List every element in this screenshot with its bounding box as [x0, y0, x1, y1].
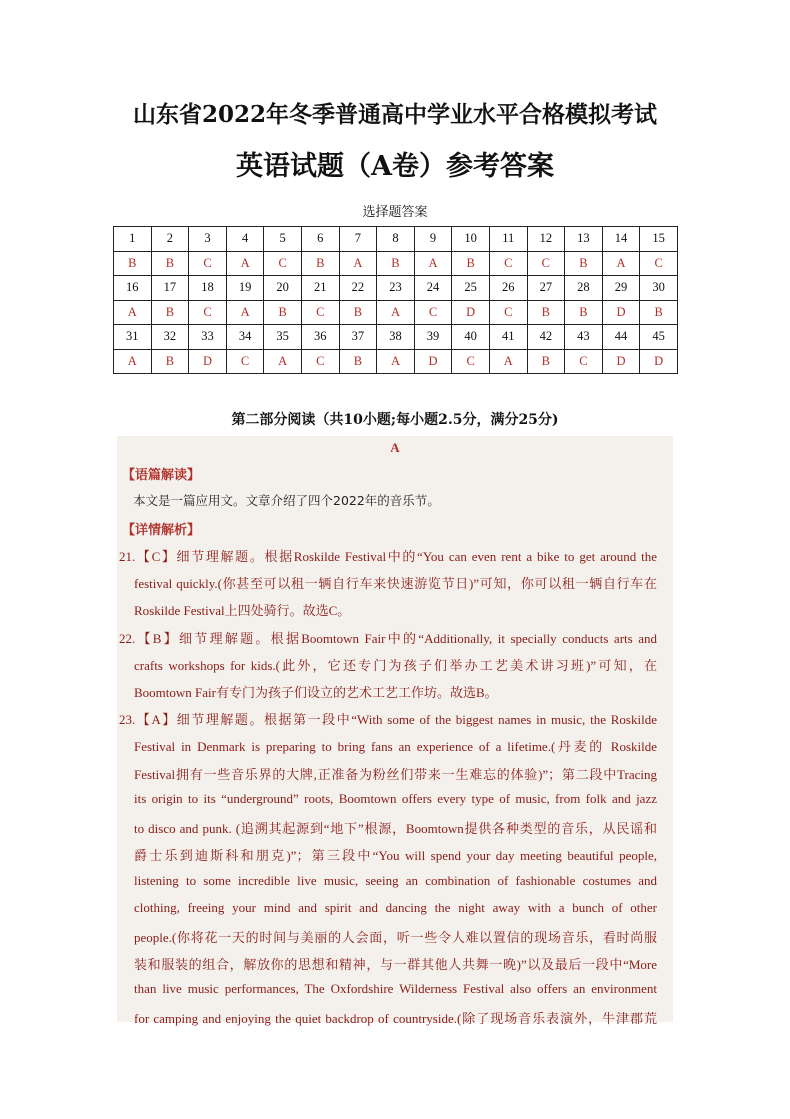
answer-cell: B — [527, 349, 565, 374]
section-title: 第二部分阅读（共10小题;每小题2.5分，满分25分) — [231, 412, 559, 428]
question-number-cell: 29 — [602, 276, 640, 301]
question-number-cell: 18 — [189, 276, 227, 301]
question-number-cell: 17 — [151, 276, 189, 301]
question-number-cell: 2 — [151, 227, 189, 252]
question-number-cell: 35 — [264, 325, 302, 350]
answer-cell: D — [452, 300, 490, 325]
question-number-cell: 1 — [114, 227, 152, 252]
question-number-cell: 31 — [114, 325, 152, 350]
question-number-cell: 6 — [301, 227, 339, 252]
explanation-line: than live music performances, The Oxfordshire Wilderness Festival also offers an environment — [134, 981, 657, 996]
answer-cell: B — [114, 251, 152, 276]
answer-cell: A — [489, 349, 527, 374]
answer-cell: C — [489, 300, 527, 325]
question-number-cell: 28 — [565, 276, 603, 301]
answer-cell: B — [339, 300, 377, 325]
question-number-cell: 34 — [226, 325, 264, 350]
answer-cell: C — [565, 349, 603, 374]
explanation-line: 装和服装的组合，解放你的思想和精神，与一群其他人共舞一晚)”以及最后一段中“More — [134, 957, 657, 972]
answer-cell: C — [301, 349, 339, 374]
question-number-cell: 19 — [226, 276, 264, 301]
question-number-cell: 3 — [189, 227, 227, 252]
explanation-item-start: 22.【B】细节理解题。根据Boomtown Fair中的“Additionally, it specially conducts arts and — [119, 631, 657, 646]
explanation-line: its origin to its “underground” roots, Boomtown offers every type of music, from folk and jazz — [134, 791, 657, 806]
answer-row — [114, 300, 678, 325]
answer-cell: C — [189, 251, 227, 276]
answer-cell: D — [602, 300, 640, 325]
answer-cell: B — [377, 251, 415, 276]
answer-cell: A — [602, 251, 640, 276]
question-number-cell: 11 — [489, 227, 527, 252]
exam-title: 山东省2022年冬季普通高中学业水平合格模拟考试 — [132, 101, 657, 128]
answer-cell: A — [264, 349, 302, 374]
answer-cell: B — [565, 251, 603, 276]
question-number-cell: 24 — [414, 276, 452, 301]
explanation-line: Festival in Denmark is preparing to bring fans an experience of a lifetime.(丹麦的 Roskilde — [134, 739, 657, 754]
question-number-cell: 5 — [264, 227, 302, 252]
table-caption: 选择题答案 — [362, 205, 428, 220]
question-number-cell: 38 — [377, 325, 415, 350]
explanation-line: for camping and enjoying the quiet backdrop of countryside.(除了现场音乐表演外，牛津郡荒 — [134, 1011, 657, 1026]
question-number-cell: 4 — [226, 227, 264, 252]
answer-cell: C — [527, 251, 565, 276]
answer-cell: A — [377, 349, 415, 374]
question-number-cell: 36 — [301, 325, 339, 350]
answer-cell: B — [527, 300, 565, 325]
answer-cell: C — [452, 349, 490, 374]
answer-cell: D — [640, 349, 678, 374]
summary-heading: 【语篇解读】 — [122, 468, 201, 483]
answer-cell: B — [151, 300, 189, 325]
explanation-line: clothing, freeing your mind and spirit and dancing the night away with a bunch of other — [134, 900, 657, 915]
question-number-cell: 20 — [264, 276, 302, 301]
question-number-cell: 42 — [527, 325, 565, 350]
answer-cell: A — [377, 300, 415, 325]
explanation-line: Boomtown Fair有专门为孩子们设立的艺术工艺工作坊。故选B。 — [134, 685, 498, 700]
question-number-row — [114, 325, 678, 350]
answer-cell: A — [114, 300, 152, 325]
summary-text: 本文是一篇应用文。文章介绍了四个2022年的音乐节。 — [133, 493, 440, 508]
answer-cell: B — [452, 251, 490, 276]
answer-cell: B — [301, 251, 339, 276]
answer-table — [113, 226, 678, 374]
answer-cell: D — [189, 349, 227, 374]
answer-key-title: 英语试题（A卷）参考答案 — [236, 151, 554, 182]
answer-cell: C — [414, 300, 452, 325]
answer-cell: A — [339, 251, 377, 276]
question-number-cell: 16 — [114, 276, 152, 301]
explanation-line: Festival拥有一些音乐界的大牌,正准备为粉丝们带来一生难忘的体验)”；第二段中Tracing — [134, 767, 657, 782]
question-number-cell: 8 — [377, 227, 415, 252]
explanation-line: 爵士乐到迪斯科和朋克)”；第三段中“You will spend your day meeting beautiful people, — [134, 848, 657, 863]
explanation-line: crafts workshops for kids.(此外，它还专门为孩子们举办工艺美术讲习班)”可知，在 — [134, 658, 657, 673]
question-number-cell: 13 — [565, 227, 603, 252]
answer-cell: C — [301, 300, 339, 325]
explanation-item-start: 23.【A】细节理解题。根据第一段中“With some of the biggest names in music, the Roskilde — [119, 712, 657, 727]
question-number-cell: 9 — [414, 227, 452, 252]
question-number-row — [114, 227, 678, 252]
question-number-cell: 25 — [452, 276, 490, 301]
question-number-cell: 39 — [414, 325, 452, 350]
answer-cell: A — [414, 251, 452, 276]
question-number-cell: 44 — [602, 325, 640, 350]
question-number-cell: 37 — [339, 325, 377, 350]
question-number-cell: 15 — [640, 227, 678, 252]
question-number-cell: 41 — [489, 325, 527, 350]
answer-cell: C — [489, 251, 527, 276]
explanation-line: listening to some incredible live music, seeing an combination of fashionable costumes and — [134, 873, 657, 888]
question-number-row — [114, 276, 678, 301]
answer-cell: B — [264, 300, 302, 325]
answer-cell: B — [151, 349, 189, 374]
question-number-cell: 10 — [452, 227, 490, 252]
question-number-cell: 27 — [527, 276, 565, 301]
answer-cell: B — [565, 300, 603, 325]
details-heading: 【详情解析】 — [122, 523, 201, 538]
answer-cell: B — [151, 251, 189, 276]
explanation-line: people.(你将花一天的时间与美丽的人会面，听一些令人难以置信的现场音乐，看时尚服 — [134, 930, 657, 945]
explanation-line: Roskilde Festival上四处骑行。故选C。 — [134, 603, 351, 618]
question-number-cell: 32 — [151, 325, 189, 350]
answer-cell: B — [640, 300, 678, 325]
answer-cell: C — [640, 251, 678, 276]
question-number-cell: 43 — [565, 325, 603, 350]
answer-cell: D — [414, 349, 452, 374]
answer-cell: C — [189, 300, 227, 325]
explanation-item-start: 21.【C】细节理解题。根据Roskilde Festival中的“You can even rent a bike to get around the — [119, 549, 657, 564]
answer-cell: C — [226, 349, 264, 374]
answer-cell: A — [226, 300, 264, 325]
explanation-line: festival quickly.(你甚至可以租一辆自行车来快速游览节日)”可知，你可以租一辆自行车在 — [134, 576, 657, 591]
explanation-line: to disco and punk. (追溯其起源到“地下”根源，Boomtown提供各种类型的音乐，从民谣和 — [134, 821, 657, 836]
question-number-cell: 12 — [527, 227, 565, 252]
question-number-cell: 45 — [640, 325, 678, 350]
question-number-cell: 26 — [489, 276, 527, 301]
passage-label: A — [390, 440, 400, 455]
answer-cell: A — [226, 251, 264, 276]
answer-cell: B — [339, 349, 377, 374]
answer-row — [114, 251, 678, 276]
question-number-cell: 33 — [189, 325, 227, 350]
question-number-cell: 7 — [339, 227, 377, 252]
answer-cell: D — [602, 349, 640, 374]
question-number-cell: 21 — [301, 276, 339, 301]
explanation-panel — [117, 436, 673, 1026]
question-number-cell: 40 — [452, 325, 490, 350]
answer-cell: C — [264, 251, 302, 276]
question-number-cell: 23 — [377, 276, 415, 301]
question-number-cell: 22 — [339, 276, 377, 301]
question-number-cell: 14 — [602, 227, 640, 252]
answer-row — [114, 349, 678, 374]
answer-cell: A — [114, 349, 152, 374]
question-number-cell: 30 — [640, 276, 678, 301]
